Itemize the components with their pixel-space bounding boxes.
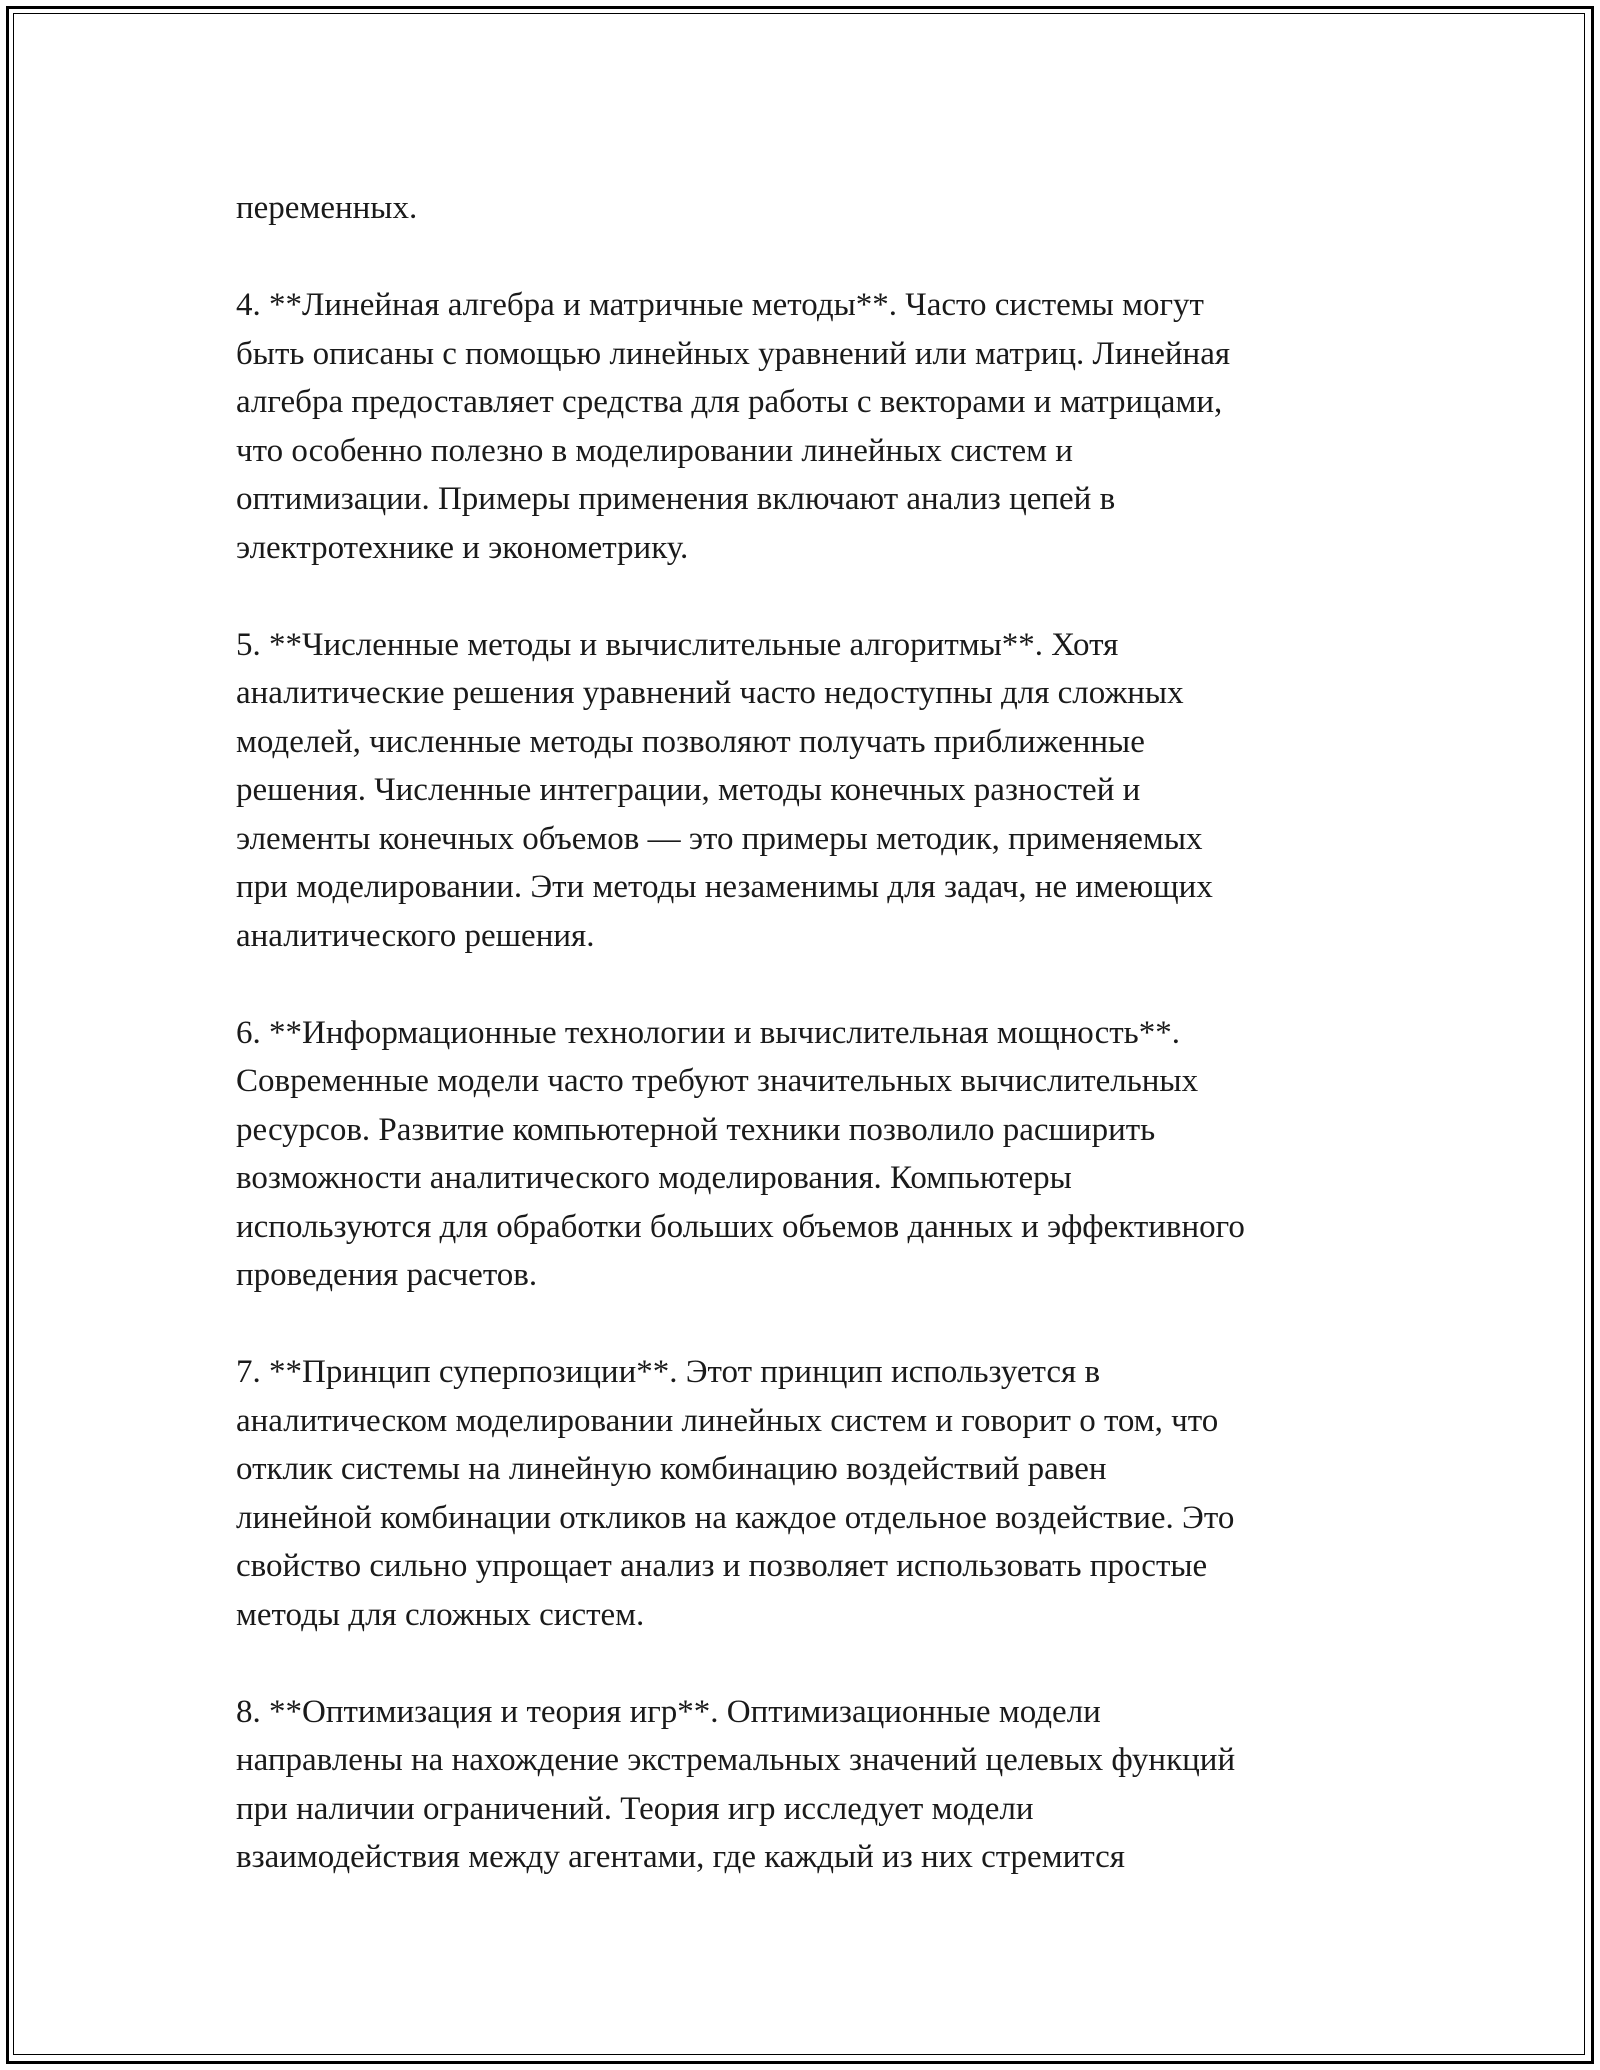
paragraph-linear-algebra: 4. **Линейная алгебра и матричные методы**. Часто системы могут быть описаны с помощью линейных уравнений или матриц. Линейная алгебра предоставляет средства для работы с векторами и матрицами, что особенно полезно в моделировании линейных систем и оптимизации. Примеры применения включают анализ цепей в электротехнике и эконометрику. xyxy=(236,287,1231,566)
paragraph-continuation: переменных. xyxy=(236,190,418,226)
paragraph-optimization: 8. **Оптимизация и теория игр**. Оптимизационные модели направлены на нахождение экстремальных значений целевых функций при наличии ограничений. Теория игр исследует модели взаимодействия между агентами, где каждый из них стремится xyxy=(236,1693,1236,1875)
paragraph-superposition: 7. **Принцип суперпозиции**. Этот принцип используется в аналитическом моделировании линейных систем и говорит о том, что отклик системы на линейную комбинацию воздействий равен линейной комбинации откликов на каждое отдельное воздействие. Это свойство сильно упрощает анализ и позволяет использовать простые методы для сложных систем. xyxy=(236,1354,1235,1633)
paragraph-information-technology: 6. **Информационные технологии и вычислительная мощность**. Современные модели часто требуют значительных вычислительных ресурсов. Развитие компьютерной техники позволило расширить возможности аналитического моделирования. Компьютеры используются для обработки больших объемов данных и эффективного проведения расчетов. xyxy=(236,1014,1245,1293)
document-body xyxy=(236,184,1386,1930)
paragraph-numerical-methods: 5. **Численные методы и вычислительные алгоритмы**. Хотя аналитические решения уравнений часто недоступны для сложных моделей, численные методы позволяют получать приближенные решения. Численные интеграции, методы конечных разностей и элементы конечных объемов — это примеры методик, применяемых при моделировании. Эти методы незаменимы для задач, не имеющих аналитического решения. xyxy=(236,626,1213,954)
